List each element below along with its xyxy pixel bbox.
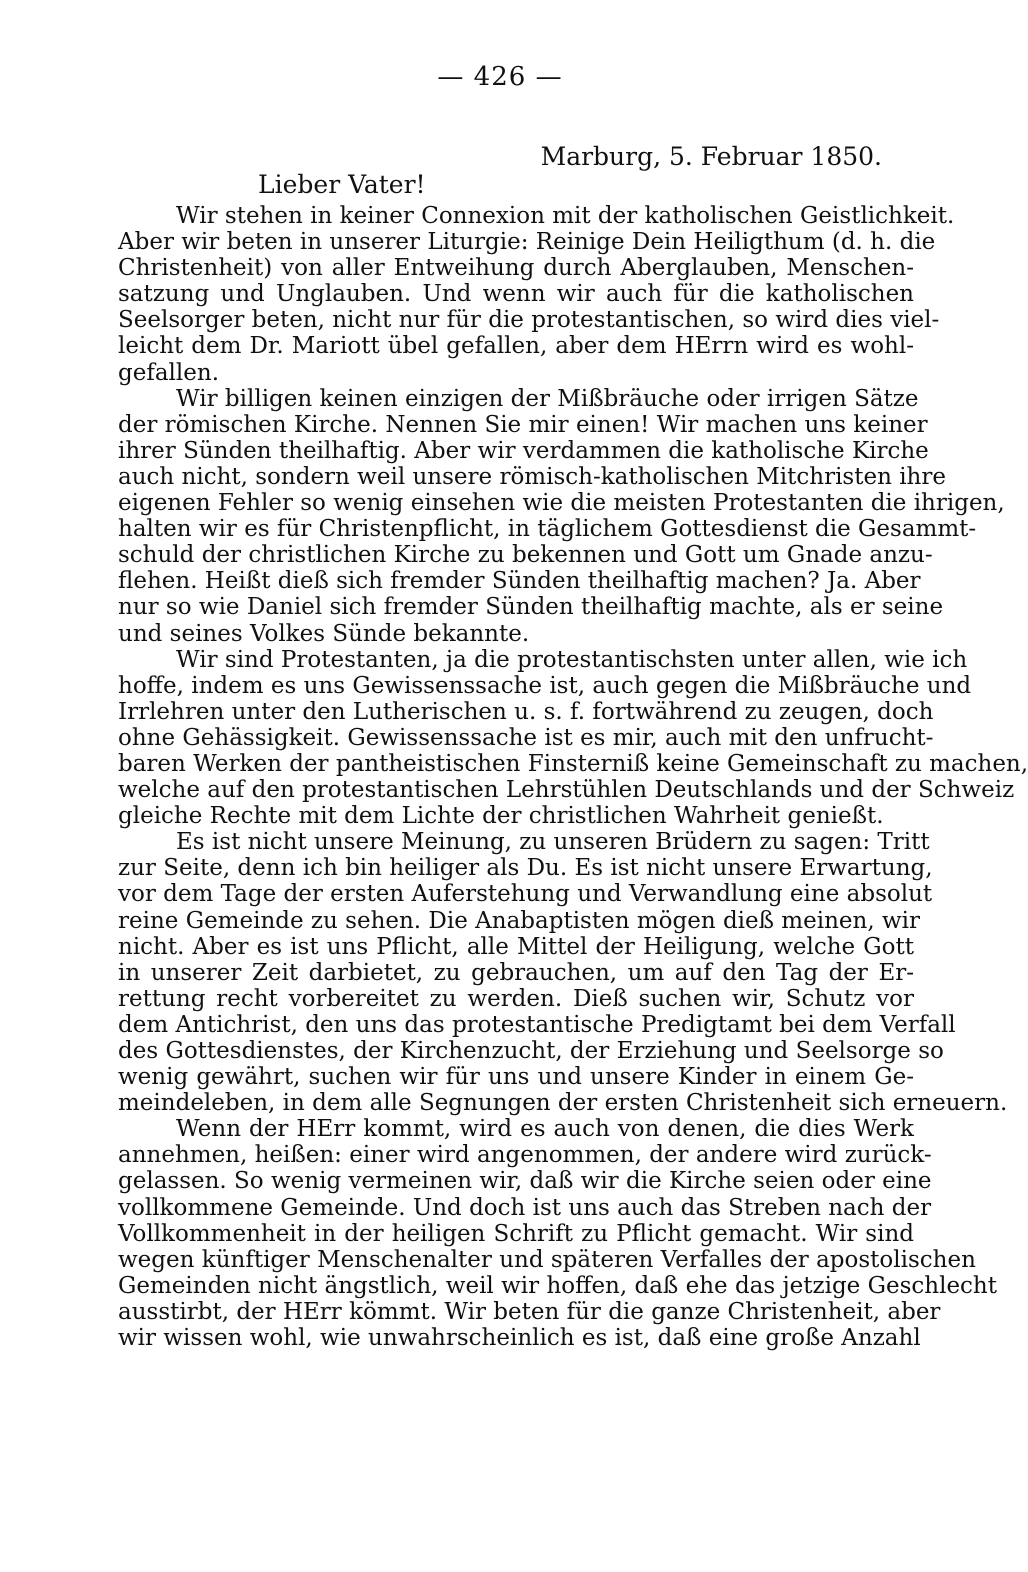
text-line: vollkommene Gemeinde. Und doch ist uns auch das Streben nach der [118,1194,932,1221]
text-line: in unserer Zeit darbietet, zu gebrauchen, um auf den Tag der Er- [118,959,914,986]
text-line: baren Werken der pantheistischen Finsterniß keine Gemeinschaft zu machen, [118,750,1028,777]
text-line: schuld der christlichen Kirche zu bekennen und Gott um Gnade anzu- [118,542,933,569]
text-line: und seines Volkes Sünde bekannte. [118,620,530,647]
text-line: meindeleben, in dem alle Segnungen der ersten Christenheit sich erneuern. [118,1090,1008,1117]
text-line: des Gottesdienstes, der Kirchenzucht, der Erziehung und Seelsorge so [118,1038,944,1064]
text-line: ohne Gehässigkeit. Gewissenssache ist es mir, auch mit den unfrucht- [118,724,934,751]
text-line: gelassen. So wenig vermeinen wir, daß wir die Kirche seien oder eine [118,1168,932,1195]
letter-body [118,203,1028,1352]
text-line: Gemeinden nicht ängstlich, weil wir hoffen, daß ehe das jetzige Geschlecht [118,1272,997,1299]
text-line: Seelsorger beten, nicht nur für die protestantischen, so wird dies viel- [118,307,940,334]
text-line: hoffe, indem es uns Gewissenssache ist, auch gegen die Mißbräuche und [118,672,972,699]
text-line: nur so wie Daniel sich fremder Sünden theilhaftig machte, als er seine [118,594,944,621]
text-line: dem Antichrist, den uns das protestantische Predigtamt bei dem Verfall [118,1011,956,1038]
text-line: reine Gemeinde zu sehen. Die Anabaptisten mögen dieß meinen, wir [118,907,920,934]
text-line: annehmen, heißen: einer wird angenommen, der andere wird zurück- [118,1142,932,1169]
text-line: gleiche Rechte mit dem Lichte der christlichen Wahrheit genießt. [118,803,884,830]
text-line: ihrer Sünden theilhaftig. Aber wir verdammen die katholische Kirche [118,437,929,464]
text-line: Irrlehren unter den Lutherischen u. s. f. fortwährend zu zeugen, doch [118,698,934,725]
text-line: Es ist nicht unsere Meinung, zu unseren Brüdern zu sagen: Tritt [176,829,930,856]
text-line: rettung recht vorbereitet zu werden. Dieß suchen wir, Schutz vor [118,985,914,1012]
text-line: wegen künftiger Menschenalter und späteren Verfalles der apostolischen [118,1246,976,1273]
text-line: flehen. Heißt dieß sich fremder Sünden theilhaftig machen? Ja. Aber [118,568,921,595]
text-line: Wir billigen keinen einzigen der Mißbräuche oder irrigen Sätze [176,385,919,412]
text-line: nicht. Aber es ist uns Pflicht, alle Mittel der Heiligung, welche Gott [118,933,914,960]
text-line: leicht dem Dr. Mariott übel gefallen, aber dem HErrn wird es wohl- [118,333,914,360]
text-line: welche auf den protestantischen Lehrstühlen Deutschlands und der Schweiz [118,777,1015,804]
text-line: Christenheit) von aller Entweihung durch Aberglauben, Menschen- [118,255,914,282]
text-line: ausstirbt, der HErr kömmt. Wir beten für die ganze Christenheit, aber [118,1298,941,1325]
dateline: Marburg, 5. Februar 1850. [540,142,882,171]
salutation: Lieber Vater! [258,170,426,199]
text-line: Wir sind Protestanten, ja die protestantischsten unter allen, wie ich [176,646,968,673]
text-line: zur Seite, denn ich bin heiliger als Du. Es ist nicht unsere Erwartung, [118,855,933,882]
text-line: auch nicht, sondern weil unsere römisch-katholischen Mitchristen ihre [118,463,946,490]
text-line: wir wissen wohl, wie unwahrscheinlich es ist, daß eine große Anzahl [118,1325,921,1352]
text-line: gefallen. [118,359,220,386]
text-line: Vollkommenheit in der heiligen Schrift zu Pflicht gemacht. Wir sind [118,1220,914,1247]
text-line: satzung und Unglauben. Und wenn wir auch für die katholischen [118,281,914,308]
text-line: Aber wir beten in unserer Liturgie: Reinige Dein Heiligthum (d. h. die [118,229,936,256]
text-line: vor dem Tage der ersten Auferstehung und Verwandlung eine absolut [118,881,933,908]
page-number: — 426 — [437,62,563,92]
text-line: der römischen Kirche. Nennen Sie mir einen! Wir machen uns keiner [118,411,928,438]
text-line: Wenn der HErr kommt, wird es auch von denen, die dies Werk [176,1116,914,1143]
text-line: wenig gewährt, suchen wir für uns und unsere Kinder in einem Ge- [118,1064,914,1091]
text-line: eigenen Fehler so wenig einsehen wie die meisten Protestanten die ihrigen, [118,490,1005,517]
text-line: Wir stehen in keiner Connexion mit der katholischen Geistlichkeit. [176,203,955,229]
text-line: halten wir es für Christenpflicht, in täglichem Gottesdienst die Gesammt- [118,516,977,543]
